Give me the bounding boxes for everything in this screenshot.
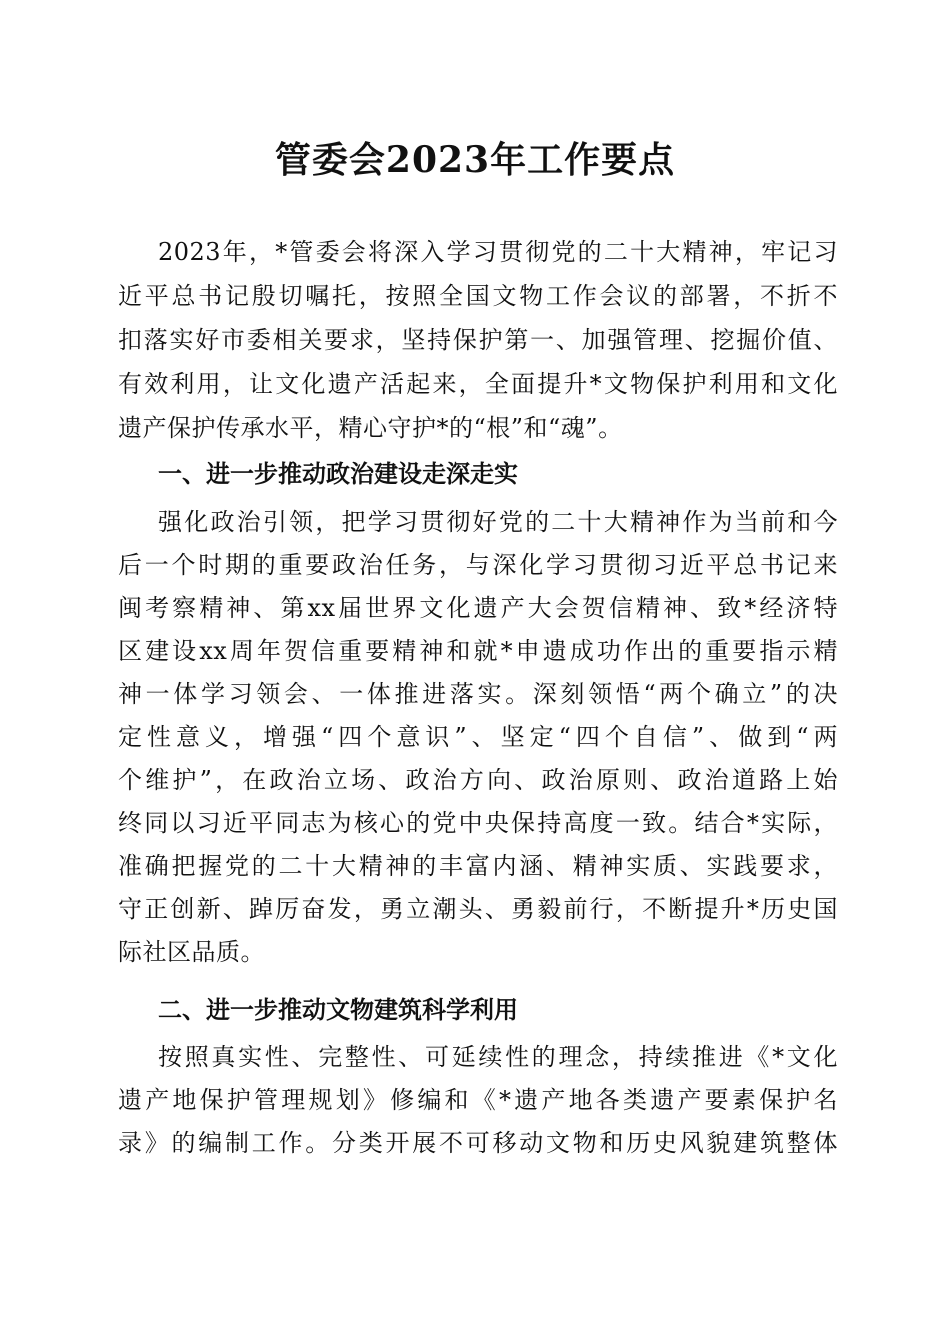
intro-line-3: 扣落实好市委相关要求，坚持保护第一、加强管理、挖掘价值、: [118, 326, 838, 354]
section-1-line-5: 神一体学习领会、一体推进落实。深刻领悟“两个确立”的决: [118, 680, 838, 708]
section-1-line-4: 区建设xx周年贺信重要精神和就*申遗成功作出的重要指示精: [118, 637, 838, 665]
section-1-line-9: 准确把握党的二十大精神的丰富内涵、精神实质、实践要求，: [118, 852, 838, 880]
section-2-line-2: 遗产地保护管理规划》修编和《*遗产地各类遗产要素保护名: [118, 1086, 838, 1114]
section-1-line-1: 强化政治引领，把学习贯彻好党的二十大精神作为当前和今: [158, 508, 838, 536]
intro-line-2: 近平总书记殷切嘱托，按照全国文物工作会议的部署，不折不: [118, 282, 838, 310]
section-1-line-7: 个维护”，在政治立场、政治方向、政治原则、政治道路上始: [118, 766, 838, 794]
intro-line-1: 2023年，*管委会将深入学习贯彻党的二十大精神，牢记习: [158, 238, 838, 266]
section-2-heading: 二、进一步推动文物建筑科学利用: [158, 996, 518, 1024]
document-title: 管委会2023年工作要点: [274, 139, 676, 181]
section-1-line-6: 定性意义，增强“四个意识”、坚定“四个自信”、做到“两: [118, 723, 838, 751]
intro-line-5: 遗产保护传承水平，精心守护*的“根”和“魂”。: [118, 414, 623, 442]
section-1-line-10: 守正创新、踔厉奋发，勇立潮头、勇毅前行，不断提升*历史国: [118, 895, 838, 923]
section-2-line-3: 录》的编制工作。分类开展不可移动文物和历史风貌建筑整体: [118, 1129, 838, 1157]
section-1-line-11: 际社区品质。: [118, 938, 265, 966]
section-1-line-3: 闽考察精神、第xx届世界文化遗产大会贺信精神、致*经济特: [118, 594, 838, 622]
section-1-line-8: 终同以习近平同志为核心的党中央保持高度一致。结合*实际，: [118, 809, 838, 837]
section-2-line-1: 按照真实性、完整性、可延续性的理念，持续推进《*文化: [158, 1043, 838, 1071]
intro-line-4: 有效利用，让文化遗产活起来，全面提升*文物保护利用和文化: [118, 370, 838, 398]
section-1-line-2: 后一个时期的重要政治任务，与深化学习贯彻习近平总书记来: [118, 551, 838, 579]
section-1-heading: 一、进一步推动政治建设走深走实: [158, 460, 518, 488]
